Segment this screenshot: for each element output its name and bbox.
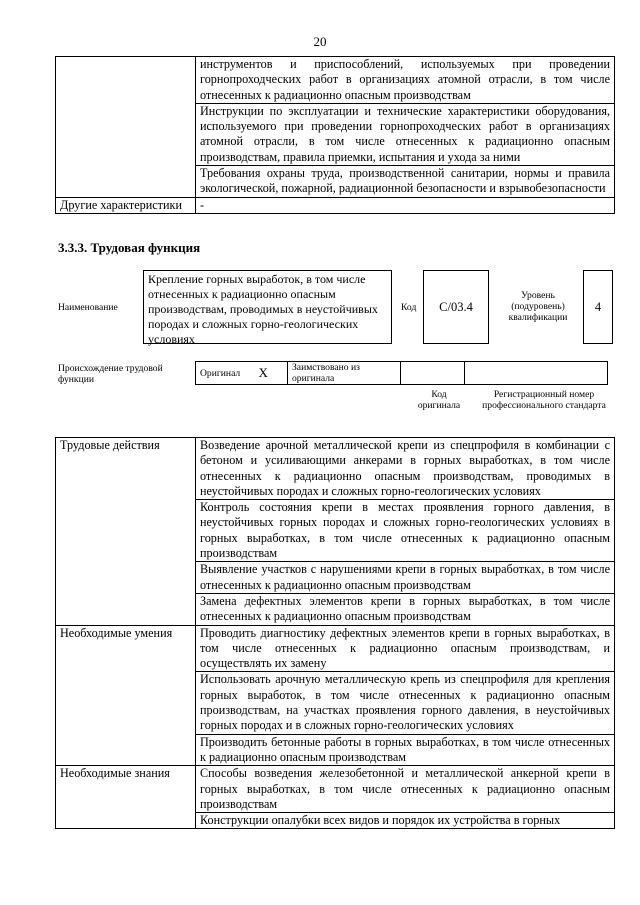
labor-function-table <box>55 437 615 829</box>
item-text: Выявление участков с нарушениями крепи в горных выработках, в том числе отнесенных к радиационно опасным производствам <box>196 562 615 594</box>
item-text: Производить бетонные работы в горных выработках, в том числе отнесенных к радиационно опасным производствам <box>196 734 615 766</box>
row-label-other-characteristics: Другие характеристики <box>56 197 196 213</box>
continuation-table <box>55 56 615 214</box>
table-row <box>56 625 615 672</box>
table-row <box>56 438 615 500</box>
item-text: Способы возведения железобетонной и металлической анкерной крепи в горных выработках, в том числе отнесенных к радиационно опасным производствам <box>196 766 615 813</box>
group-label-required-knowledge: Необходимые знания <box>56 766 196 829</box>
row-text: Требования охраны труда, производственной санитарии, нормы и правила экологической, пожарной, радиационной безопасности и взрывобезопасности <box>196 166 615 198</box>
group-label-required-skills: Необходимые умения <box>56 625 196 766</box>
function-name-box: Крепление горных выработок, в том числе отнесенных к радиационно опасным производствам, проводимых в неустойчивых породах и сложных горно-геологических условиях <box>143 270 392 344</box>
registration-number-cell <box>465 362 608 385</box>
qualification-level-label: Уровень (подуровень) квалификации <box>508 290 568 323</box>
origin-table <box>195 361 608 385</box>
code-label: Код <box>401 302 417 313</box>
original-mark: X <box>255 362 288 385</box>
original-label: Оригинал <box>196 362 255 385</box>
page-number: 20 <box>313 34 327 49</box>
item-text: Возведение арочной металлической крепи из спецпрофиля в комбинации с бетоном и усиливающими анкерами в горных выработках, в том числе отнесенных к радиационно опасным производствам, проводимых в неустойчивых породах и сложных горно-геологических условиях <box>196 438 615 500</box>
item-text: Использовать арочную металлическую крепь из спецпрофиля для крепления горных выработок, в том числе отнесенных к радиационно опасным производствам, на участках проявления горного давления, в неустойчивых горных породах и в сложных горно-геологических условиях <box>196 672 615 734</box>
original-code-cell <box>401 362 465 385</box>
row-text: инструментов и приспособлений, используемых при проведении горнопроходческих работ в организациях атомной отрасли, в том числе отнесенных к радиационно опасным производствам <box>196 57 615 104</box>
row-text: - <box>196 197 615 213</box>
group-label-labor-actions: Трудовые действия <box>56 438 196 626</box>
table-row <box>56 197 615 213</box>
function-code-box: C/03.4 <box>423 270 489 344</box>
table-row <box>56 57 615 104</box>
name-label: Наименование <box>58 302 118 313</box>
registration-number-caption: Регистрационный номер профессионального стандарта <box>482 389 606 411</box>
item-text: Проводить диагностику дефектных элементов крепи в горных выработках, в том числе отнесенных к радиационно опасным производствам, и осуществлять их замену <box>196 625 615 672</box>
item-text: Конструкции опалубки всех видов и порядок их устройства в горных <box>196 813 615 829</box>
item-text: Контроль состояния крепи в местах проявления горного давления, в неустойчивых горных породах и сложных горно-геологических условиях в горных выработках, в том числе отнесенных к радиационно опасным производствам <box>196 500 615 562</box>
table-row <box>56 766 615 813</box>
item-text: Замена дефектных элементов крепи в горных выработках, в том числе отнесенных к радиационно опасным производствам <box>196 593 615 625</box>
borrowed-label: Заимствовано из оригинала <box>288 362 401 385</box>
code-original-caption: Код оригинала <box>417 389 461 411</box>
row-text: Инструкции по эксплуатации и технические характеристики оборудования, используемого при проведении горнопроходческих работ в организациях атомной отрасли, в том числе отнесенных к радиационно опасным производствам, правила приемки, испытания и ухода за ними <box>196 103 615 165</box>
origin-label: Происхождение трудовой функции <box>58 363 163 385</box>
qualification-level-box: 4 <box>583 270 613 344</box>
section-heading: 3.3.3. Трудовая функция <box>58 240 201 255</box>
row-label <box>56 57 196 198</box>
